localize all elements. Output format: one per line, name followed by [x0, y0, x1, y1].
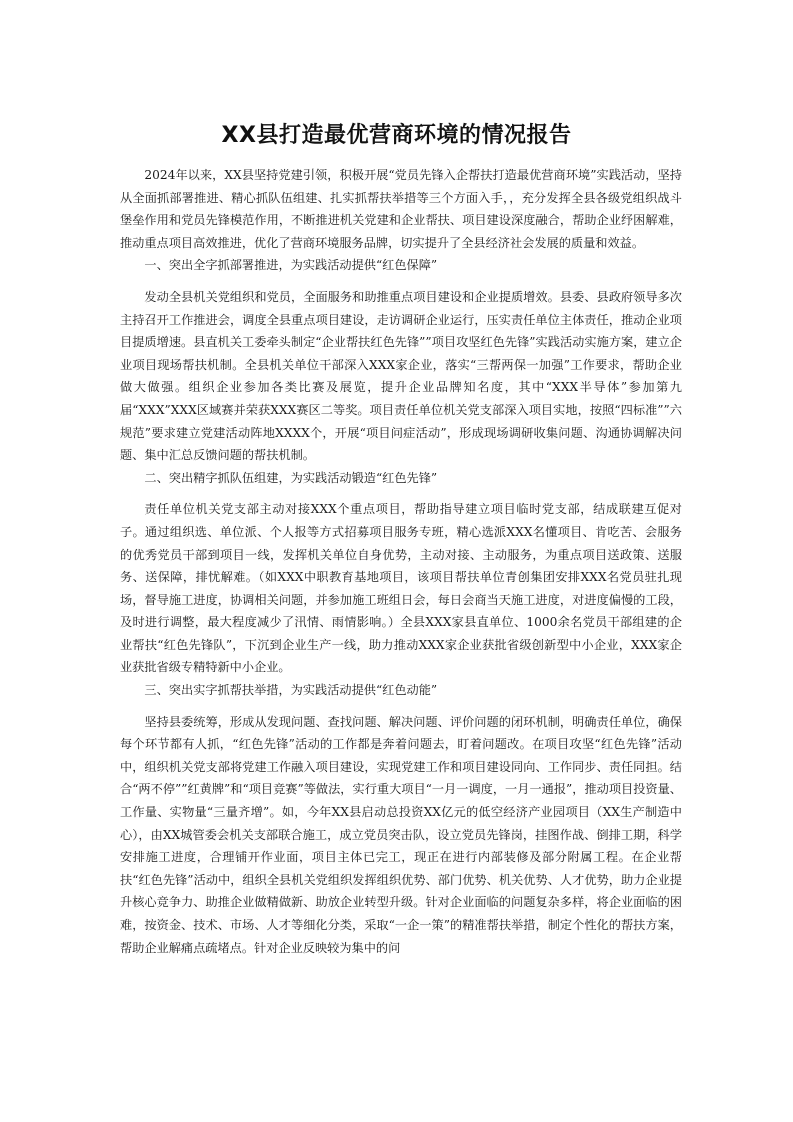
document-title: XX县打造最优营商环境的情况报告: [221, 123, 572, 148]
section-3-paragraph: 坚持县委统筹，形成从发现问题、查找问题、解决问题、评价问题的闭环机制，明确责任单位，确保每个环节都有人抓，“红色先锋”活动的工作都是奔着问题去，盯着问题改。在项目攻坚“红色先锋”活动中，组织机关党支部将党建工作融入项目建设，实现党建工作和项目建设同向、工作同步、责任同担。结合“两不停””红黄牌”和“项目竞赛”等做法，实行重大项目“一月一调度，一月一通报”，推动项目投资量、工作量、实物量“三量齐增”。如，今年XX县启动总投资XX亿元的低空经济产业园项目（XX生产制造中心），由XX城管委会机关支部联合施工，成立党员突击队，设立党员先锋岗，挂图作战、倒排工期，科学安排施工进度，合理铺开作业面，项目主体已完工，现正在进行内部装修及部分附属工程。在企业帮扶“红色先锋”活动中，组织全县机关党组织发挥组织优势、部门优势、机关优势、人才优势，助力企业提升核心竞争力、助推企业做精做新、助放企业转型升级。针对企业面临的问题复杂多样，将企业面临的困难，按资金、技术、市场、人才等细化分类，采取“一企一策”的精准帮扶举措，制定个性化的帮扶方案，帮助企业解痛点疏堵点。针对企业反映较为集中的问: [120, 714, 682, 955]
section-2-paragraph: 责任单位机关党支部主动对接XXX个重点项目，帮助指导建立项目临时党支部，结成联建互促对子。通过组织选、单位派、个人报等方式招募项目服务专班，精心选派XXX名懂项目、肯吃苦、会服务的优秀党员干部到项目一线，发挥机关单位自身优势，主动对接、主动服务，为重点项目送政策、送服务、送保障，排忧解难。（如XXX中职教育基地项目，该项目帮扶单位青创集团安排XXX名党员驻扎现场，督导施工进度，协调相关问题，并参加施工班组日会，每日会商当天施工进度，对进度偏慢的工段，及时进行调整，最大程度减少了汛情、雨情影响。）全县XXX家县直单位、1000余名党员干部组建的企业帮扶“红色先锋队”，下沉到企业生产一线，助力推动XXX家企业获批省级创新型中小企业，XXX家企业获批省级专精特新中小企业。: [120, 502, 682, 675]
section-1-heading: 一、突出全字抓部署推进，为实践活动提供“红色保障”: [144, 258, 438, 273]
document-body: [120, 164, 682, 959]
section-3-heading: 三、突出实字抓帮扶举措，为实践活动提供“红色动能”: [144, 683, 438, 698]
section-1-paragraph: 发动全县机关党组织和党员，全面服务和助推重点项目建设和企业提质增效。县委、县政府领导多次主持召开工作推进会，调度全县重点项目建设，走访调研企业运行，压实责任单位主体责任，推动企业项目提质增速。县直机关工委牵头制定“企业帮扶红色先锋””项目攻坚红色先锋”实践活动实施方案，建立企业项目现场帮扶机制。全县机关单位干部深入XXX家企业，落实“三帮两保一加强”工作要求，帮助企业做大做强。组织企业参加各类比赛及展览，提升企业品牌知名度，其中“XXX半导体”参加第九届“XXX”XXX区域赛并荣获XXX赛区二等奖。项目责任单位机关党支部深入项目实地，按照“四标准””六规范”要求建立党建活动阵地XXXX个，开展“项目问症活动”，形成现场调研收集问题、沟通协调解决问题、集中汇总反馈问题的帮扶机制。: [120, 289, 682, 463]
intro-paragraph: 2024年以来，XX县坚持党建引领，积极开展“党员先锋入企帮扶打造最优营商环境”实践活动，坚持从全面抓部署推进、精心抓队伍组建、扎实抓帮扶举措等三个方面入手，，充分发挥全县各级党组织战斗堡垒作用和党员先锋模范作用，不断推进机关党建和企业帮扶、项目建设深度融合，帮助企业纾困解难，推动重点项目高效推进，优化了营商环境服务品牌，切实提升了全县经济社会发展的质量和效益。: [120, 168, 682, 250]
section-2-heading: 二、突出精字抓队伍组建，为实践活动锻造“红色先锋”: [144, 470, 438, 485]
